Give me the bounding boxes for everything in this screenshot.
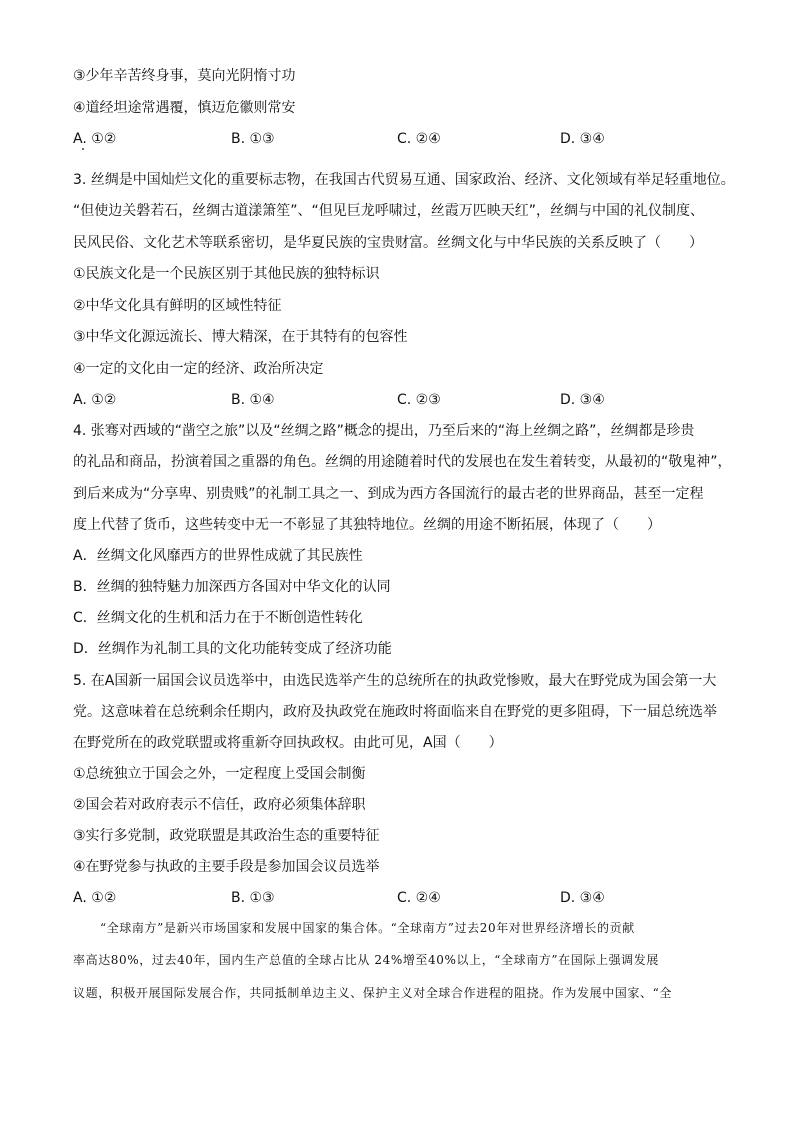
q4-stem-line: 到后来成为“分享卑、别贵贱”的礼制工具之一、到成为西方各国流行的最古老的世界商品，甚至一定程 [73,486,704,502]
answer-options-q5 [73,888,693,908]
q4-choice-c[interactable]: C．丝绸文化的生机和活力在于不断创造性转化 [73,610,363,626]
q5-statement: ③实行多党制，政党联盟是其政治生态的重要特征 [73,828,380,844]
q5-statement: ④在野党参与执政的主要手段是参加国会议员选举 [73,859,380,875]
option-b[interactable]: B. ①③ [231,131,275,147]
option-c[interactable]: C. ②④ [397,131,441,147]
answer-options-q3 [73,390,693,410]
option-a[interactable]: A. ①② [73,131,117,147]
passage-line: 率高达80%，过去40年，国内生产总值的全球占比从 24%增至40%以上，“全球南方”在国际上强调发展 [73,953,659,967]
stray-mark [82,148,84,150]
option-c[interactable]: C. ②④ [397,890,441,906]
q4-stem-line: 4. 张骞对西域的“凿空之旅”以及“丝绸之路”概念的提出，乃至后来的“海上丝绸之路”，丝绸都是珍贵 [73,423,695,439]
q4-stem-line: 的礼品和商品，扮演着国之重器的角色。丝绸的用途随着时代的发展也在发生着转变，从最初的“敬鬼神”， [73,454,732,470]
q5-stem-line: 5. 在A国新一届国会议员选举中，由选民选举产生的总统所在的执政党惨败，最大在野党成为国会第一大 [73,673,717,689]
q5-statement: ①总统独立于国会之外，一定程度上受国会制衡 [73,766,366,782]
passage-line: “全球南方”是新兴市场国家和发展中国家的集合体。“全球南方”过去20年对世界经济增长的贡献 [100,921,635,935]
q3-statement: ④一定的文化由一定的经济、政治所决定 [73,361,324,377]
q3-stem-line: 3. 丝绸是中国灿烂文化的重要标志物，在我国古代贸易互通、国家政治、经济、文化领域有举足轻重地位。 [73,172,735,188]
q5-statement: ②国会若对政府表示不信任，政府必须集体辞职 [73,797,366,813]
answer-options-q2 [73,129,693,149]
option-d[interactable]: D. ③④ [560,392,605,408]
option-d[interactable]: D. ③④ [560,131,605,147]
statement-3: ③少年辛苦终身事，莫向光阴惰寸功 [73,68,296,84]
q4-choice-b[interactable]: B．丝绸的独特魅力加深西方各国对中华文化的认同 [73,579,391,595]
q5-stem-line: 在野党所在的政党联盟或将重新夺回执政权。由此可见，A国（ ） [73,735,503,751]
option-c[interactable]: C. ②③ [397,392,441,408]
passage-line: 议题，积极开展国际发展合作，共同抵制单边主义、保护主义对全球合作进程的阻挠。作为发展中国家、“全 [73,986,672,1000]
statement-4: ④道经坦途常遇覆，慎迈危徽则常安 [73,100,296,116]
option-a[interactable]: A. ①② [73,890,117,906]
q3-statement: ①民族文化是一个民族区别于其他民族的独特标识 [73,266,380,282]
q3-stem-line: “但使边关磐若石，丝绸古道漾箫笙”、“但见巨龙呼啸过，丝霞万匹映天红”，丝绸与中国的礼仪制度、 [73,203,705,219]
option-b[interactable]: B. ①④ [231,392,275,408]
option-d[interactable]: D. ③④ [560,890,605,906]
q4-choice-a[interactable]: A．丝绸文化风靡西方的世界性成就了其民族性 [73,548,363,564]
q4-stem-line: 度上代替了货币，这些转变中无一不彰显了其独特地位。丝绸的用途不断拓展，体现了（ ） [73,517,661,533]
q3-statement: ②中华文化具有鲜明的区域性特征 [73,298,282,314]
option-b[interactable]: B. ①③ [231,890,275,906]
q4-choice-d[interactable]: D．丝绸作为礼制工具的文化功能转变成了经济功能 [73,641,392,657]
q3-statement: ③中华文化源远流长、博大精深，在于其特有的包容性 [73,329,408,345]
option-a[interactable]: A. ①② [73,392,117,408]
q5-stem-line: 党。这意味着在总统剩余任期内，政府及执政党在施政时将面临来自在野党的更多阻碍，下一届总统选举 [73,704,717,720]
q3-stem-line: 民风民俗、文化艺术等联系密切，是华夏民族的宝贵财富。丝绸文化与中华民族的关系反映了（ ） [73,235,703,251]
